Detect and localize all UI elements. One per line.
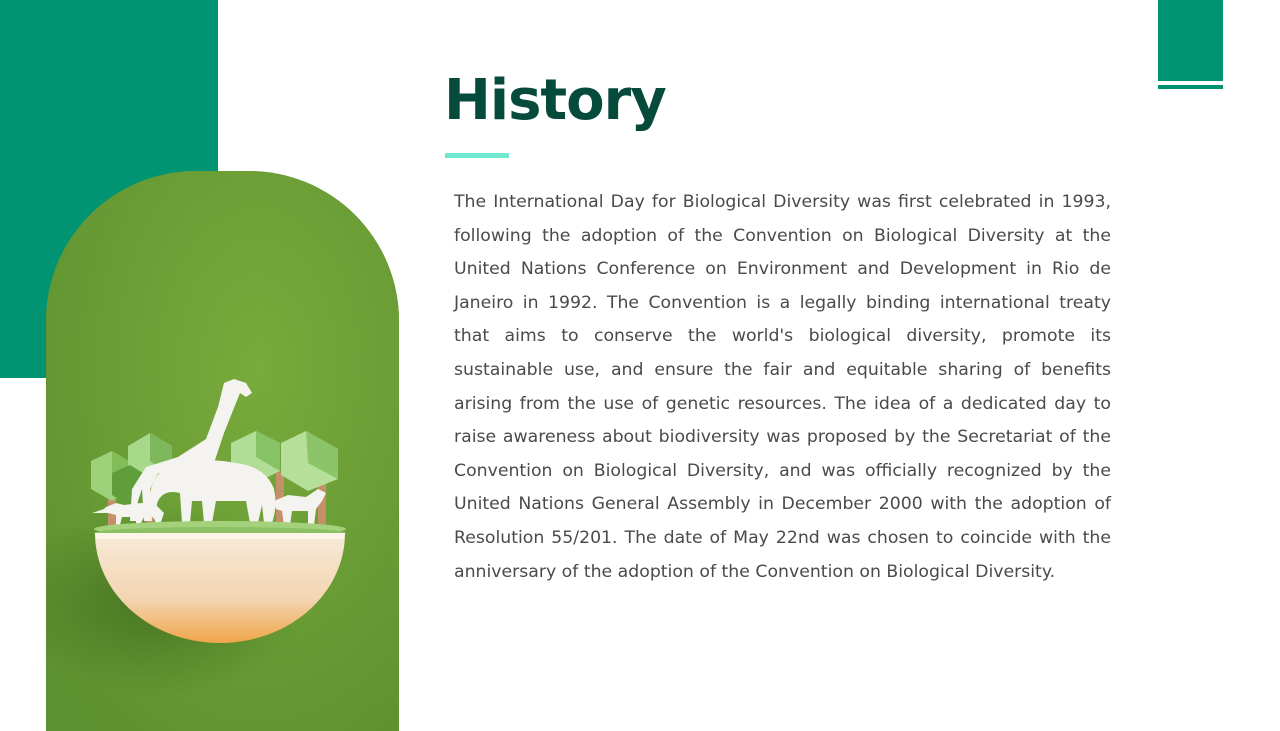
title-underline xyxy=(445,153,509,158)
decorative-teal-line-right xyxy=(1158,85,1223,89)
history-paragraph: The International Day for Biological Diversity was first celebrated in 1993, following the adoption of the Convention on Biological Diversity at the United Nations Conference on Environment and Development in Rio de Janeiro in 1992. The Convention is a legally binding international treaty that aims to conserve the world's biological diversity, promote its sustainable use, and ensure the fair and equitable sharing of benefits arising from the use of genetic resources. The idea of a dedicated day to raise awareness about biodiversity was proposed by the Secretariat of the Convention on Biological Diversity, and was officially recognized by the United Nations General Assembly in December 2000 with the adoption of Resolution 55/201. The date of May 22nd was chosen to coincide with the anniversary of the adoption of the Convention on Biological Diversity. xyxy=(454,192,1111,582)
decorative-teal-block-right xyxy=(1158,0,1223,81)
wildlife-illustration-image xyxy=(46,171,399,731)
slide-title: History xyxy=(444,68,666,133)
